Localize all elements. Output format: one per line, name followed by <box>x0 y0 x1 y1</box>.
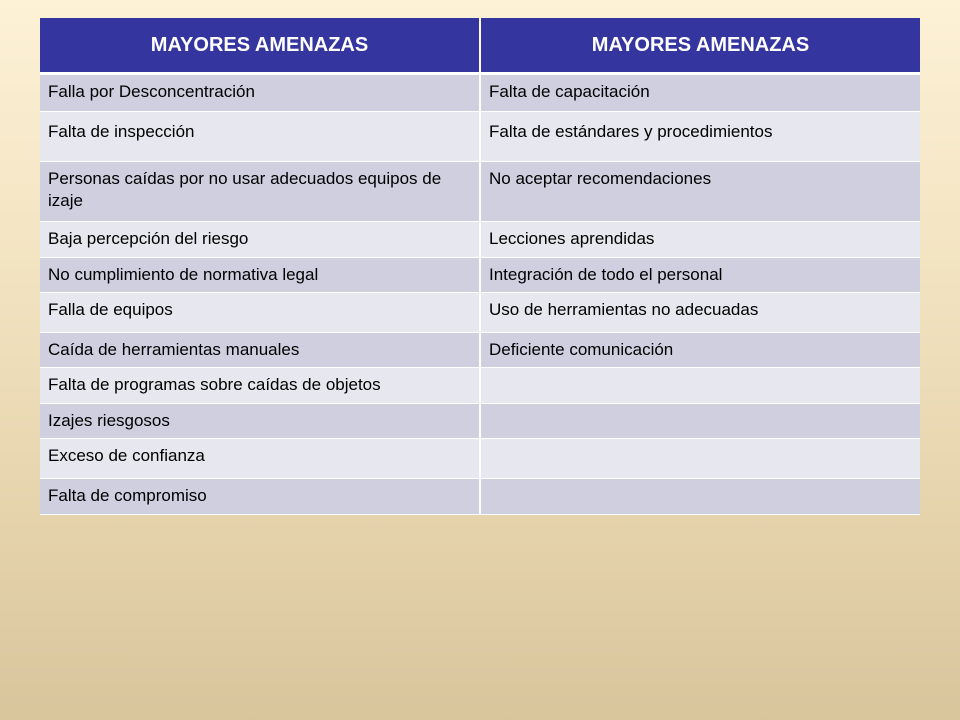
table-row <box>40 333 920 368</box>
table-cell: Falta de programas sobre caídas de objetos <box>40 368 480 404</box>
table-cell: Falta de inspección <box>40 112 480 162</box>
table-cell: Lecciones aprendidas <box>480 222 920 258</box>
table-cell: Deficiente comunicación <box>480 333 920 368</box>
threats-table <box>40 18 920 515</box>
table-cell: Uso de herramientas no adecuadas <box>480 293 920 333</box>
table-cell: Falta de estándares y procedimientos <box>480 112 920 162</box>
table-cell <box>480 404 920 439</box>
table-row <box>40 368 920 404</box>
table-cell: Personas caídas por no usar adecuados equipos de izaje <box>40 162 480 222</box>
table-cell <box>480 368 920 404</box>
table-cell <box>480 439 920 479</box>
table-row <box>40 404 920 439</box>
header-cell-left: MAYORES AMENAZAS <box>40 18 480 74</box>
table-cell: No cumplimiento de normativa legal <box>40 258 480 293</box>
table-cell: Falla de equipos <box>40 293 480 333</box>
table-row <box>40 479 920 515</box>
table-cell: Baja percepción del riesgo <box>40 222 480 258</box>
table-cell: No aceptar recomendaciones <box>480 162 920 222</box>
table-cell: Izajes riesgosos <box>40 404 480 439</box>
table-cell: Caída de herramientas manuales <box>40 333 480 368</box>
table-cell: Falta de capacitación <box>480 74 920 112</box>
table-cell <box>480 479 920 515</box>
table-cell: Exceso de confianza <box>40 439 480 479</box>
table-header-row <box>40 18 920 74</box>
table-row <box>40 258 920 293</box>
table-cell: Falla por Desconcentración <box>40 74 480 112</box>
table-row <box>40 74 920 112</box>
table-row <box>40 439 920 479</box>
table-row <box>40 112 920 162</box>
table-cell: Falta de compromiso <box>40 479 480 515</box>
table-row <box>40 293 920 333</box>
table-cell: Integración de todo el personal <box>480 258 920 293</box>
table-row <box>40 222 920 258</box>
header-cell-right: MAYORES AMENAZAS <box>480 18 920 74</box>
table-row <box>40 162 920 222</box>
